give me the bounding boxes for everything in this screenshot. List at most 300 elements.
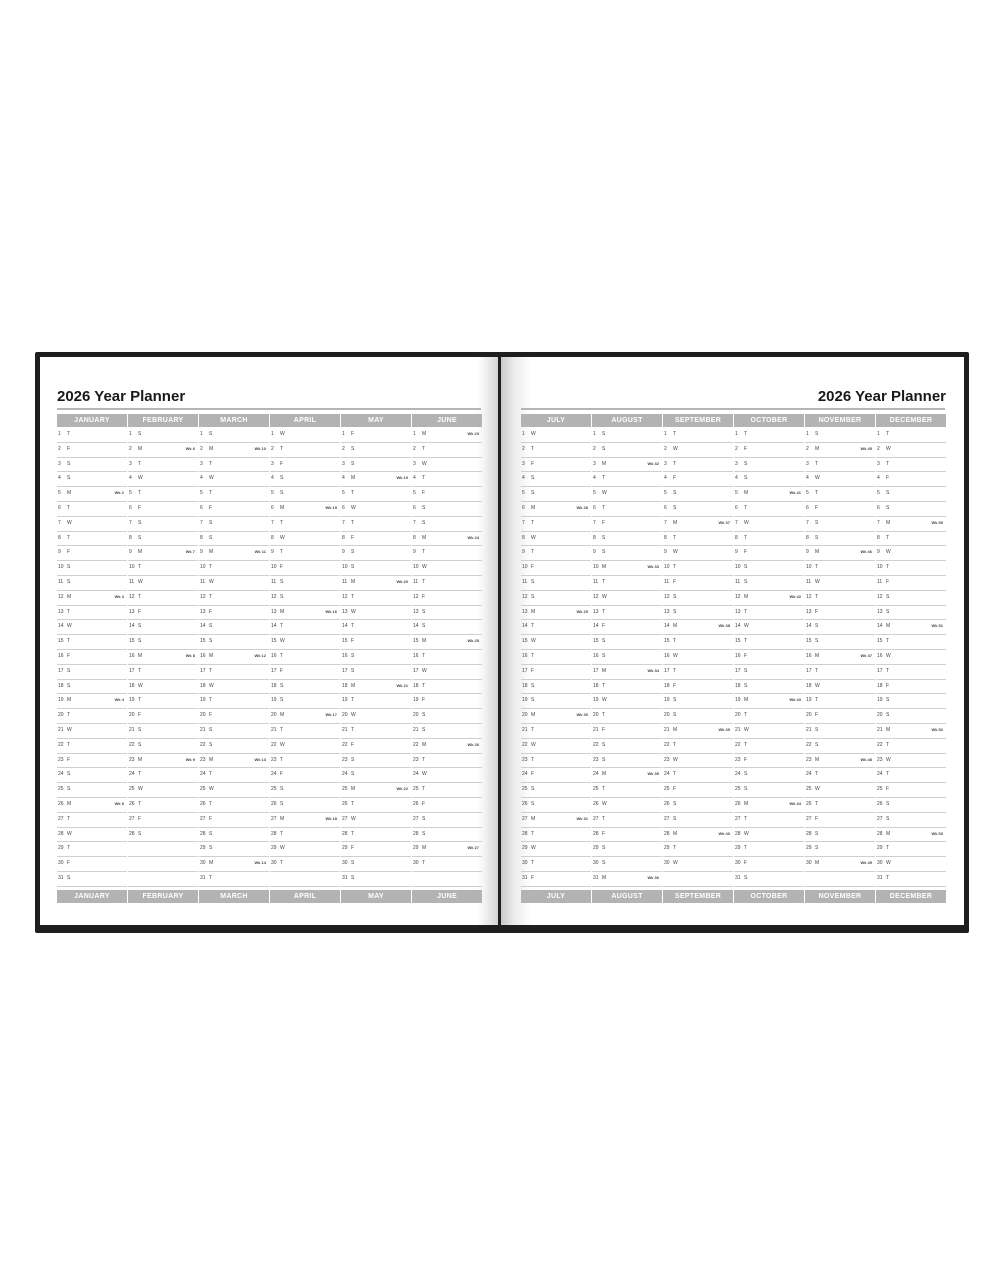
day-row[interactable] <box>805 546 875 561</box>
day-row[interactable] <box>592 709 662 724</box>
day-row[interactable] <box>128 768 198 783</box>
day-row[interactable] <box>663 458 733 473</box>
day-row[interactable] <box>412 532 482 547</box>
day-row[interactable] <box>412 709 482 724</box>
day-row[interactable] <box>521 739 591 754</box>
day-row[interactable] <box>876 694 946 709</box>
day-row[interactable] <box>128 739 198 754</box>
day-row[interactable] <box>592 458 662 473</box>
day-row[interactable] <box>270 739 340 754</box>
day-row[interactable] <box>341 768 411 783</box>
day-row[interactable] <box>270 709 340 724</box>
day-row[interactable] <box>57 650 127 665</box>
day-row[interactable] <box>734 517 804 532</box>
day-row[interactable] <box>412 813 482 828</box>
day-row[interactable] <box>412 576 482 591</box>
day-row[interactable] <box>663 842 733 857</box>
day-row[interactable] <box>128 665 198 680</box>
day-row[interactable] <box>876 517 946 532</box>
day-row[interactable] <box>521 502 591 517</box>
day-row[interactable] <box>734 576 804 591</box>
day-row[interactable] <box>592 576 662 591</box>
day-row[interactable] <box>341 783 411 798</box>
day-row[interactable] <box>805 487 875 502</box>
day-row[interactable] <box>734 472 804 487</box>
day-row[interactable] <box>734 828 804 843</box>
day-row[interactable] <box>734 635 804 650</box>
day-row[interactable] <box>876 783 946 798</box>
day-row[interactable] <box>412 768 482 783</box>
day-row[interactable] <box>521 606 591 621</box>
day-row[interactable] <box>412 680 482 695</box>
day-row[interactable] <box>592 546 662 561</box>
day-row[interactable] <box>128 680 198 695</box>
day-row[interactable] <box>341 650 411 665</box>
day-row[interactable] <box>270 768 340 783</box>
day-row[interactable] <box>341 857 411 872</box>
day-row[interactable] <box>805 694 875 709</box>
day-row[interactable] <box>270 546 340 561</box>
day-row[interactable] <box>128 783 198 798</box>
day-row[interactable] <box>199 739 269 754</box>
day-row[interactable] <box>412 458 482 473</box>
day-row[interactable] <box>521 591 591 606</box>
day-row[interactable] <box>592 768 662 783</box>
day-row[interactable] <box>734 561 804 576</box>
day-row[interactable] <box>412 857 482 872</box>
day-row[interactable] <box>412 546 482 561</box>
day-row[interactable] <box>341 798 411 813</box>
day-row[interactable] <box>521 665 591 680</box>
day-row[interactable] <box>876 591 946 606</box>
day-row[interactable] <box>663 724 733 739</box>
day-row[interactable] <box>734 487 804 502</box>
day-row[interactable] <box>663 635 733 650</box>
day-row[interactable] <box>341 517 411 532</box>
day-row[interactable] <box>412 798 482 813</box>
day-row[interactable] <box>412 487 482 502</box>
day-row[interactable] <box>876 680 946 695</box>
day-row[interactable] <box>521 842 591 857</box>
day-row[interactable] <box>592 487 662 502</box>
day-row[interactable] <box>199 532 269 547</box>
day-row[interactable] <box>128 502 198 517</box>
day-row[interactable] <box>663 591 733 606</box>
day-row[interactable] <box>734 591 804 606</box>
day-row[interactable] <box>57 517 127 532</box>
day-row[interactable] <box>592 680 662 695</box>
day-row[interactable] <box>128 472 198 487</box>
day-row[interactable] <box>521 768 591 783</box>
day-row[interactable] <box>876 606 946 621</box>
day-row[interactable] <box>412 591 482 606</box>
day-row[interactable] <box>270 606 340 621</box>
day-row[interactable] <box>734 754 804 769</box>
day-row[interactable] <box>876 724 946 739</box>
day-row[interactable] <box>663 768 733 783</box>
day-row[interactable] <box>876 620 946 635</box>
day-row[interactable] <box>876 768 946 783</box>
day-row[interactable] <box>876 739 946 754</box>
day-row[interactable] <box>412 828 482 843</box>
day-row[interactable] <box>592 828 662 843</box>
day-row[interactable] <box>412 739 482 754</box>
day-row[interactable] <box>805 857 875 872</box>
day-row[interactable] <box>663 709 733 724</box>
day-row[interactable] <box>876 487 946 502</box>
day-row[interactable] <box>805 813 875 828</box>
day-row[interactable] <box>592 591 662 606</box>
day-row[interactable] <box>199 650 269 665</box>
day-row[interactable] <box>57 472 127 487</box>
day-row[interactable] <box>663 546 733 561</box>
day-row[interactable] <box>199 458 269 473</box>
day-row[interactable] <box>663 472 733 487</box>
day-row[interactable] <box>128 828 198 843</box>
day-row[interactable] <box>521 872 591 887</box>
day-row[interactable] <box>128 591 198 606</box>
day-row[interactable] <box>128 798 198 813</box>
day-row[interactable] <box>592 502 662 517</box>
day-row[interactable] <box>521 472 591 487</box>
day-row[interactable] <box>57 665 127 680</box>
day-row[interactable] <box>199 694 269 709</box>
day-row[interactable] <box>57 502 127 517</box>
day-row[interactable] <box>412 606 482 621</box>
day-row[interactable] <box>876 665 946 680</box>
day-row[interactable] <box>734 502 804 517</box>
day-row[interactable] <box>57 739 127 754</box>
day-row[interactable] <box>592 813 662 828</box>
day-row[interactable] <box>199 487 269 502</box>
day-row[interactable] <box>805 620 875 635</box>
day-row[interactable] <box>805 532 875 547</box>
day-row[interactable] <box>521 857 591 872</box>
day-row[interactable] <box>128 724 198 739</box>
day-row[interactable] <box>521 680 591 695</box>
day-row[interactable] <box>592 635 662 650</box>
day-row[interactable] <box>734 872 804 887</box>
day-row[interactable] <box>412 502 482 517</box>
day-row[interactable] <box>199 517 269 532</box>
day-row[interactable] <box>663 502 733 517</box>
day-row[interactable] <box>57 872 127 887</box>
day-row[interactable] <box>592 532 662 547</box>
day-row[interactable] <box>663 798 733 813</box>
day-row[interactable] <box>57 694 127 709</box>
day-row[interactable] <box>663 754 733 769</box>
day-row[interactable] <box>805 739 875 754</box>
day-row[interactable] <box>663 665 733 680</box>
day-row[interactable] <box>734 857 804 872</box>
day-row[interactable] <box>592 872 662 887</box>
day-row[interactable] <box>270 635 340 650</box>
day-row[interactable] <box>521 487 591 502</box>
day-row[interactable] <box>128 517 198 532</box>
day-row[interactable] <box>199 813 269 828</box>
day-row[interactable] <box>57 591 127 606</box>
day-row[interactable] <box>663 680 733 695</box>
day-row[interactable] <box>199 665 269 680</box>
day-row[interactable] <box>128 443 198 458</box>
day-row[interactable] <box>663 828 733 843</box>
day-row[interactable] <box>734 620 804 635</box>
day-row[interactable] <box>341 828 411 843</box>
day-row[interactable] <box>199 620 269 635</box>
day-row[interactable] <box>412 650 482 665</box>
day-row[interactable] <box>521 828 591 843</box>
day-row[interactable] <box>734 842 804 857</box>
day-row[interactable] <box>270 487 340 502</box>
day-row[interactable] <box>128 635 198 650</box>
day-row[interactable] <box>592 650 662 665</box>
day-row[interactable] <box>270 857 340 872</box>
day-row[interactable] <box>663 443 733 458</box>
day-row[interactable] <box>805 428 875 443</box>
day-row[interactable] <box>805 665 875 680</box>
day-row[interactable] <box>805 561 875 576</box>
day-row[interactable] <box>128 546 198 561</box>
day-row[interactable] <box>876 813 946 828</box>
day-row[interactable] <box>521 694 591 709</box>
day-row[interactable] <box>805 724 875 739</box>
day-row[interactable] <box>734 724 804 739</box>
day-row[interactable] <box>805 709 875 724</box>
day-row[interactable] <box>876 472 946 487</box>
day-row[interactable] <box>341 739 411 754</box>
day-row[interactable] <box>270 783 340 798</box>
day-row[interactable] <box>805 768 875 783</box>
day-row[interactable] <box>663 620 733 635</box>
day-row[interactable] <box>876 872 946 887</box>
day-row[interactable] <box>57 857 127 872</box>
day-row[interactable] <box>199 502 269 517</box>
day-row[interactable] <box>521 783 591 798</box>
day-row[interactable] <box>341 428 411 443</box>
day-row[interactable] <box>199 798 269 813</box>
day-row[interactable] <box>199 754 269 769</box>
day-row[interactable] <box>805 798 875 813</box>
day-row[interactable] <box>270 428 340 443</box>
day-row[interactable] <box>341 709 411 724</box>
day-row[interactable] <box>412 472 482 487</box>
day-row[interactable] <box>521 428 591 443</box>
day-row[interactable] <box>341 724 411 739</box>
day-row[interactable] <box>199 783 269 798</box>
day-row[interactable] <box>57 828 127 843</box>
day-row[interactable] <box>57 428 127 443</box>
day-row[interactable] <box>341 813 411 828</box>
day-row[interactable] <box>57 561 127 576</box>
day-row[interactable] <box>341 546 411 561</box>
day-row[interactable] <box>663 739 733 754</box>
day-row[interactable] <box>57 768 127 783</box>
day-row[interactable] <box>592 783 662 798</box>
day-row[interactable] <box>57 606 127 621</box>
day-row[interactable] <box>734 428 804 443</box>
day-row[interactable] <box>734 783 804 798</box>
day-row[interactable] <box>663 576 733 591</box>
day-row[interactable] <box>341 680 411 695</box>
day-row[interactable] <box>412 561 482 576</box>
day-row[interactable] <box>663 487 733 502</box>
day-row[interactable] <box>199 872 269 887</box>
day-row[interactable] <box>876 635 946 650</box>
day-row[interactable] <box>128 428 198 443</box>
day-row[interactable] <box>341 754 411 769</box>
day-row[interactable] <box>592 754 662 769</box>
day-row[interactable] <box>663 606 733 621</box>
day-row[interactable] <box>734 665 804 680</box>
day-row[interactable] <box>341 458 411 473</box>
day-row[interactable] <box>521 576 591 591</box>
day-row[interactable] <box>521 443 591 458</box>
day-row[interactable] <box>521 798 591 813</box>
day-row[interactable] <box>592 443 662 458</box>
day-row[interactable] <box>876 502 946 517</box>
day-row[interactable] <box>663 428 733 443</box>
day-row[interactable] <box>734 694 804 709</box>
day-row[interactable] <box>805 502 875 517</box>
day-row[interactable] <box>199 842 269 857</box>
day-row[interactable] <box>270 443 340 458</box>
day-row[interactable] <box>734 606 804 621</box>
day-row[interactable] <box>270 828 340 843</box>
day-row[interactable] <box>876 546 946 561</box>
day-row[interactable] <box>412 724 482 739</box>
day-row[interactable] <box>805 576 875 591</box>
day-row[interactable] <box>270 576 340 591</box>
day-row[interactable] <box>876 532 946 547</box>
day-row[interactable] <box>805 842 875 857</box>
day-row[interactable] <box>521 754 591 769</box>
day-row[interactable] <box>57 487 127 502</box>
day-row[interactable] <box>805 606 875 621</box>
day-row[interactable] <box>128 709 198 724</box>
day-row[interactable] <box>805 472 875 487</box>
day-row[interactable] <box>128 606 198 621</box>
day-row[interactable] <box>805 635 875 650</box>
day-row[interactable] <box>270 650 340 665</box>
day-row[interactable] <box>57 754 127 769</box>
day-row[interactable] <box>128 650 198 665</box>
day-row[interactable] <box>876 857 946 872</box>
day-row[interactable] <box>57 813 127 828</box>
day-row[interactable] <box>876 576 946 591</box>
day-row[interactable] <box>734 443 804 458</box>
day-row[interactable] <box>412 620 482 635</box>
day-row[interactable] <box>592 857 662 872</box>
day-row[interactable] <box>341 842 411 857</box>
day-row[interactable] <box>412 754 482 769</box>
day-row[interactable] <box>412 783 482 798</box>
day-row[interactable] <box>521 620 591 635</box>
day-row[interactable] <box>592 561 662 576</box>
day-row[interactable] <box>521 532 591 547</box>
day-row[interactable] <box>521 561 591 576</box>
day-row[interactable] <box>270 620 340 635</box>
day-row[interactable] <box>199 606 269 621</box>
day-row[interactable] <box>592 739 662 754</box>
day-row[interactable] <box>663 650 733 665</box>
day-row[interactable] <box>341 576 411 591</box>
day-row[interactable] <box>128 620 198 635</box>
day-row[interactable] <box>592 428 662 443</box>
day-row[interactable] <box>805 754 875 769</box>
day-row[interactable] <box>270 694 340 709</box>
day-row[interactable] <box>412 842 482 857</box>
day-row[interactable] <box>57 680 127 695</box>
day-row[interactable] <box>592 620 662 635</box>
day-row[interactable] <box>128 458 198 473</box>
day-row[interactable] <box>57 783 127 798</box>
day-row[interactable] <box>592 842 662 857</box>
day-row[interactable] <box>663 783 733 798</box>
day-row[interactable] <box>199 561 269 576</box>
day-row[interactable] <box>270 532 340 547</box>
day-row[interactable] <box>270 517 340 532</box>
day-row[interactable] <box>876 842 946 857</box>
day-row[interactable] <box>128 576 198 591</box>
day-row[interactable] <box>270 754 340 769</box>
day-row[interactable] <box>199 428 269 443</box>
day-row[interactable] <box>57 709 127 724</box>
day-row[interactable] <box>876 754 946 769</box>
day-row[interactable] <box>270 842 340 857</box>
day-row[interactable] <box>199 443 269 458</box>
day-row[interactable] <box>521 458 591 473</box>
day-row[interactable] <box>57 576 127 591</box>
day-row[interactable] <box>734 709 804 724</box>
day-row[interactable] <box>128 561 198 576</box>
day-row[interactable] <box>57 443 127 458</box>
day-row[interactable] <box>592 798 662 813</box>
day-row[interactable] <box>270 680 340 695</box>
day-row[interactable] <box>199 724 269 739</box>
day-row[interactable] <box>270 458 340 473</box>
day-row[interactable] <box>521 709 591 724</box>
day-row[interactable] <box>199 472 269 487</box>
day-row[interactable] <box>734 680 804 695</box>
day-row[interactable] <box>128 754 198 769</box>
day-row[interactable] <box>876 428 946 443</box>
day-row[interactable] <box>521 813 591 828</box>
day-row[interactable] <box>592 606 662 621</box>
day-row[interactable] <box>57 546 127 561</box>
day-row[interactable] <box>734 813 804 828</box>
day-row[interactable] <box>734 532 804 547</box>
day-row[interactable] <box>128 487 198 502</box>
day-row[interactable] <box>663 813 733 828</box>
day-row[interactable] <box>341 620 411 635</box>
day-row[interactable] <box>341 872 411 887</box>
day-row[interactable] <box>341 561 411 576</box>
day-row[interactable] <box>876 458 946 473</box>
day-row[interactable] <box>57 798 127 813</box>
day-row[interactable] <box>876 709 946 724</box>
day-row[interactable] <box>57 532 127 547</box>
day-row[interactable] <box>412 635 482 650</box>
day-row[interactable] <box>199 591 269 606</box>
day-row[interactable] <box>199 576 269 591</box>
day-row[interactable] <box>341 502 411 517</box>
day-row[interactable] <box>128 813 198 828</box>
day-row[interactable] <box>341 606 411 621</box>
day-row[interactable] <box>592 517 662 532</box>
day-row[interactable] <box>57 724 127 739</box>
day-row[interactable] <box>199 857 269 872</box>
day-row[interactable] <box>270 798 340 813</box>
